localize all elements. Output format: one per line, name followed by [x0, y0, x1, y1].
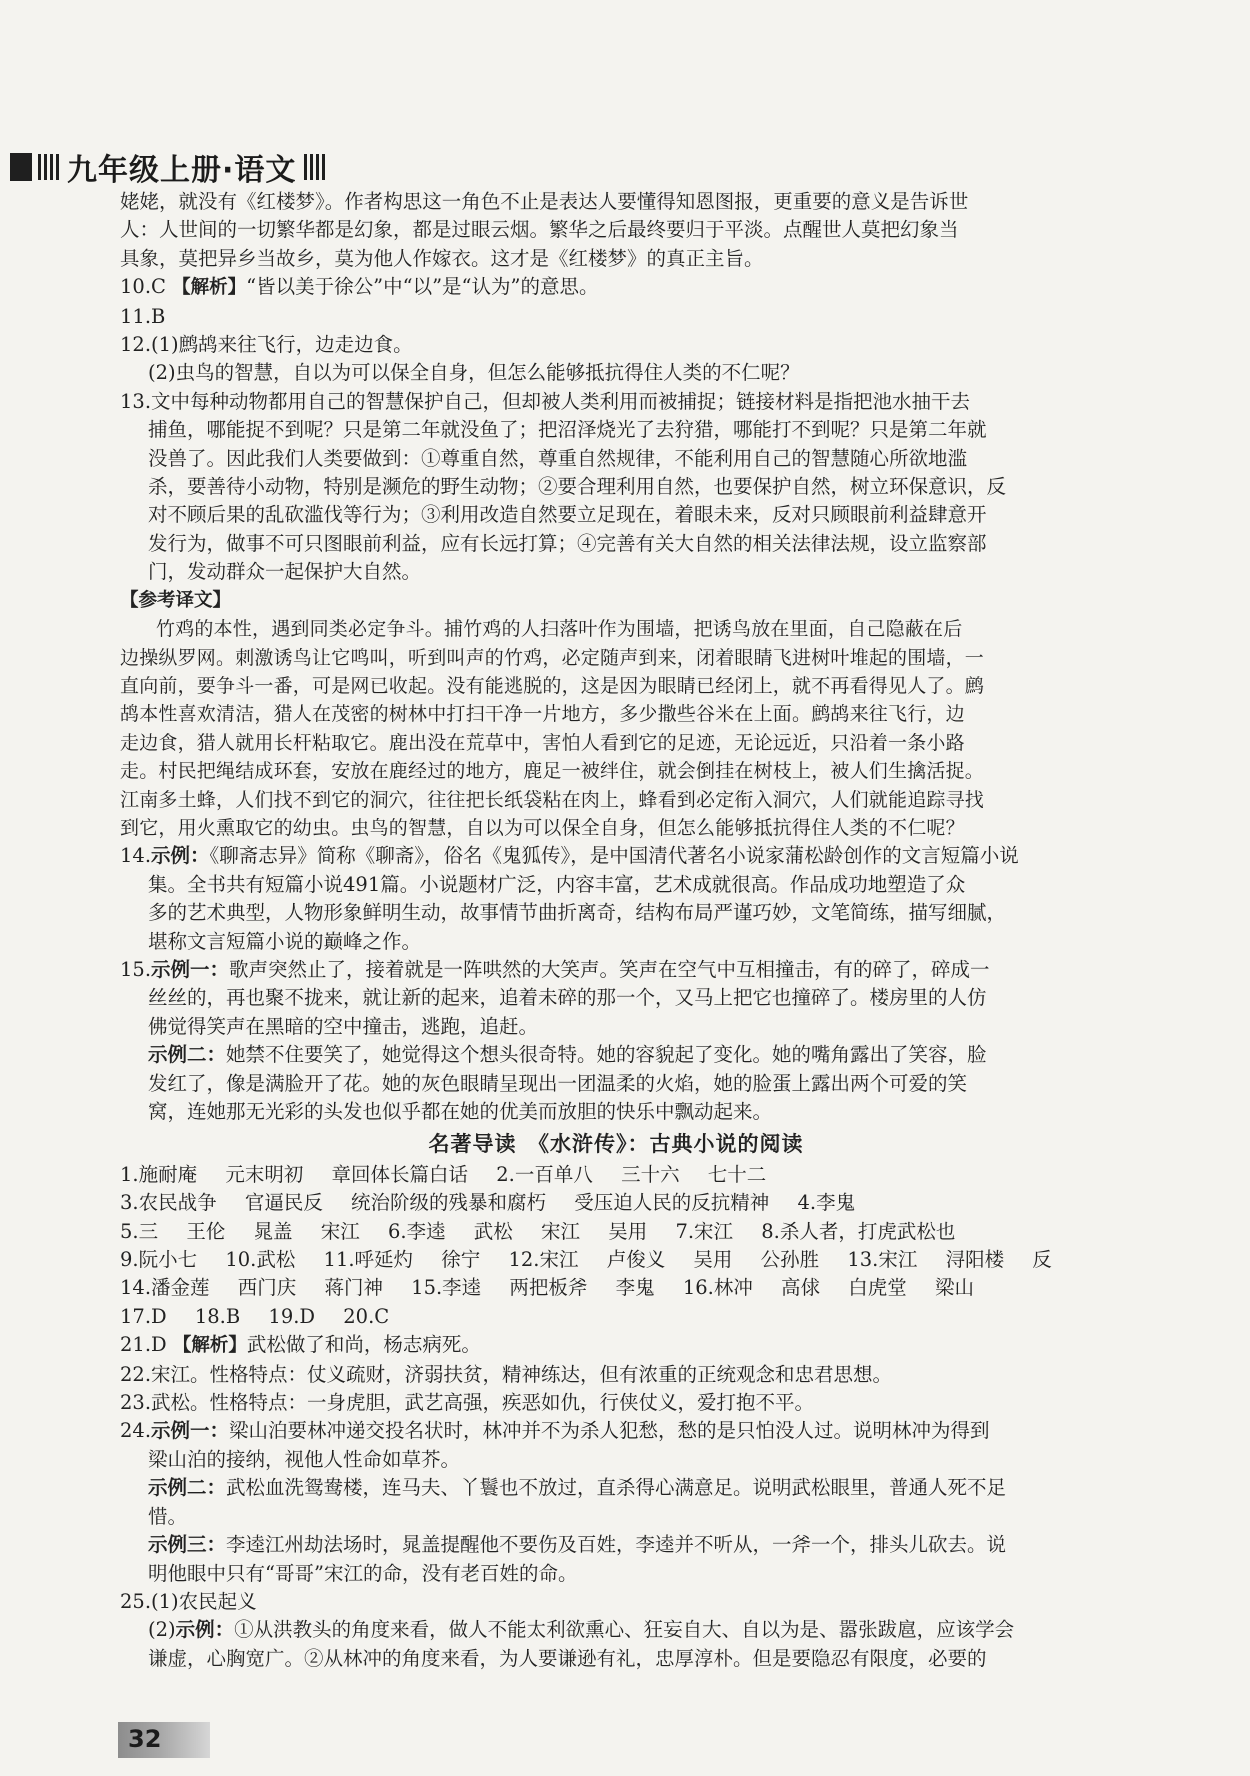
- example-label: 示例一：: [151, 1419, 230, 1443]
- answer-item: 2.一百单八: [496, 1162, 593, 1186]
- translation-line: 走。村民把绳结成环套，安放在鹿经过的地方，鹿足一被绊住，就会倒挂在树枝上，被人们生擒活捉。: [120, 760, 985, 783]
- answer-12-2: (2)虫鸟的智慧，自以为可以保全自身，但怎么能够抵抗得住人类的不仁呢？: [148, 361, 800, 385]
- answer-item: 9.阮小七: [120, 1248, 198, 1272]
- answer-item: 公孙胜: [760, 1248, 820, 1272]
- answer-item: 吴用: [608, 1219, 648, 1243]
- answer-25-line: 25.(1)农民起义: [120, 1589, 257, 1613]
- answer-item: 李鬼: [615, 1276, 655, 1300]
- answer-item: 三十六: [621, 1162, 680, 1186]
- answer-item: 卢俊义: [606, 1248, 666, 1272]
- answer-item: 宋江: [320, 1219, 360, 1243]
- answer-text: ①从洪教头的角度来看，做人不能太利欲熏心、狂妄自大、自以为是、嚣张跋扈，应该学会: [234, 1618, 1015, 1642]
- answer-13-line: 发行为，做事不可只图眼前利益，应有长远打算；④完善有关大自然的相关法律法规，设立监察部: [148, 531, 987, 555]
- text-line: 人：人世间的一切繁华都是幻象，都是过眼云烟。繁华之后最终要归于平淡。点醒世人莫把幻象当: [120, 218, 959, 242]
- answers-row: [120, 1246, 1112, 1274]
- answer-text: 武松做了和尚，杨志病死。: [246, 1333, 481, 1357]
- answer-13-line: 没兽了。因此我们人类要做到：①尊重自然，尊重自然规律，不能利用自己的智慧随心所欲地滥: [148, 446, 968, 470]
- answer-25-line: 谦虚，心胸宽广。②从林冲的角度来看，为人要谦逊有礼，忠厚淳朴。但是要隐忍有限度，必要的: [148, 1646, 987, 1670]
- answer-15-line: 丝丝的，再也聚不拢来，就让新的起来，追着未碎的那一个，又马上把它也撞碎了。楼房里的人仿: [148, 986, 987, 1010]
- example-label: 示例三：: [148, 1533, 227, 1557]
- translation-heading: 【参考译文】: [120, 589, 232, 611]
- answer-item: 七十二: [707, 1162, 767, 1186]
- answers-row: [120, 1189, 1112, 1217]
- answer-text: 李逵江州劫法场时，晁盖提醒他不要伤及百姓，李逵并不听从，一斧一个，排头儿砍去。说: [226, 1533, 1007, 1557]
- answer-24-line: 梁山泊的接纳，视他人性命如草芥。: [148, 1447, 461, 1471]
- answer-item: 11.呼延灼: [323, 1248, 414, 1272]
- translation-line: 竹鸡的本性，遇到同类必定争斗。捕竹鸡的人扫落叶作为围墙，把诱鸟放在里面，自己隐蔽在后: [156, 618, 963, 641]
- answer-number: 21.D: [120, 1333, 167, 1357]
- answer-item: 王伦: [186, 1219, 226, 1243]
- answers-row: [120, 1274, 1112, 1302]
- text-line: 具象，莫把异乡当故乡，莫为他人作嫁衣。这才是《红楼梦》的真正主旨。: [120, 246, 764, 270]
- answer-item: 高俅: [781, 1276, 821, 1300]
- answer-23: 23.武松。性格特点：一身虎胆，武艺高强，疾恶如仇，行侠仗义，爱打抱不平。: [120, 1391, 815, 1415]
- answer-item: 官逼民反: [244, 1191, 323, 1215]
- answer-15-line: [120, 1041, 1112, 1069]
- analysis-tag: 【解析】: [172, 1335, 247, 1357]
- answer-item: 6.李逵: [387, 1219, 446, 1243]
- answer-item: 5.三: [120, 1219, 159, 1243]
- translation-line: 走边食，猎人就用长杆粘取它。鹿出没在荒草中，害怕人看到它的足迹，无论远近，只沿着一条小路: [120, 731, 965, 754]
- translation-line: 鸪本性喜欢清洁，猎人在茂密的树林中打扫干净一片地方，多少撒些谷米在上面。鹧鸪来往飞行，边: [120, 703, 965, 726]
- answer-item: 吴用: [693, 1248, 733, 1272]
- answer-item: 武松: [473, 1219, 513, 1243]
- answer-text: 《聊斋志异》简称《聊斋》，俗名《鬼狐传》，是中国清代著名小说家蒲松龄创作的文言短篇小说: [209, 844, 1019, 868]
- example-label: 示例二：: [148, 1043, 227, 1067]
- answer-24-line: 惜。: [148, 1504, 188, 1528]
- page-content: [120, 188, 1112, 1673]
- answer-text: 她禁不住要笑了，她觉得这个想头很奇特。她的容貌起了变化。她的嘴角露出了笑容，脸: [226, 1043, 987, 1067]
- answer-item: 受压迫人民的反抗精神: [574, 1191, 770, 1215]
- page-number: 32: [128, 1725, 162, 1753]
- answer-15-line: 发红了，像是满脸开了花。她的灰色眼睛呈现出一团温柔的火焰，她的脸蛋上露出两个可爱的笑: [148, 1071, 968, 1095]
- answer-14-line: 多的艺术典型，人物形象鲜明生动，故事情节曲折离奇，结构布局严谨巧妙，文笔简练，描写细腻，: [148, 901, 1007, 925]
- answer-item: 17.D: [120, 1304, 167, 1328]
- answer-item: 徐宁: [441, 1248, 481, 1272]
- answer-item: 16.林冲: [682, 1276, 753, 1300]
- answer-prefix: (2): [148, 1618, 176, 1642]
- answer-item: 12.宋江: [508, 1248, 579, 1272]
- answer-item: 7.宋江: [675, 1219, 734, 1243]
- answer-item: 10.武松: [225, 1248, 296, 1272]
- page-number-badge: [118, 1722, 210, 1758]
- example-label: 示例一：: [151, 957, 230, 981]
- answers-row: [120, 1303, 1112, 1331]
- answer-number: 14.: [120, 844, 152, 868]
- answer-number: 10.C: [120, 275, 166, 299]
- answer-number: 15.: [120, 957, 152, 981]
- answer-15-line: [120, 956, 1112, 984]
- answer-text: 梁山泊要林冲递交投名状时，林冲并不为杀人犯愁，愁的是只怕没人过。说明林冲为得到: [229, 1419, 990, 1443]
- answers-row: [120, 1161, 1112, 1189]
- answer-14-line: 堪称文言短篇小说的巅峰之作。: [148, 929, 422, 953]
- header-block-decoration: [10, 153, 32, 181]
- answer-item: 统治阶级的残暴和腐朽: [351, 1191, 547, 1215]
- answer-24-line: [120, 1531, 1112, 1559]
- answer-12-1: 12.(1)鹧鸪来往飞行，边走边食。: [120, 333, 413, 357]
- translation-line: 边操纵罗网。刺激诱鸟让它鸣叫，听到叫声的竹鸡，必定随声到来，闭着眼睛飞进树叶堆起的围墙，一: [120, 646, 985, 669]
- answer-item: 晁盖: [253, 1219, 293, 1243]
- answer-item: 4.李鬼: [797, 1191, 856, 1215]
- translation-line: 到它，用火熏取它的幼虫。虫鸟的智慧，自以为可以保全自身，但怎么能够抵抗得住人类的不仁呢？: [120, 816, 965, 839]
- answer-item: 反: [1032, 1248, 1052, 1272]
- answer-item: 3.农民战争: [120, 1191, 217, 1215]
- answer-item: 两把板斧: [509, 1276, 588, 1300]
- answer-number: 24.: [120, 1419, 152, 1443]
- answer-item: 梁山: [934, 1276, 974, 1300]
- answer-24-line: [120, 1417, 1112, 1445]
- analysis-tag: 【解析】: [172, 277, 247, 299]
- answer-10: [120, 273, 1112, 302]
- answer-25-line: [120, 1616, 1112, 1644]
- text-line: 姥姥，就没有《红楼梦》。作者构思这一角色不止是表达人要懂得知恩图报，更重要的意义是告诉世: [120, 190, 969, 213]
- answer-item: 浔阳楼: [945, 1248, 1005, 1272]
- example-label: 示例二：: [148, 1476, 227, 1500]
- answer-item: 蒋门神: [324, 1276, 383, 1300]
- translation-line: 直向前，要争斗一番，可是网已收起。没有能逃脱的，这是因为眼睛已经闭上，就不再看得见人了。鹧: [120, 674, 985, 697]
- answer-item: 元末明初: [225, 1162, 304, 1186]
- answer-13-line: 对不顾后果的乱砍滥伐等行为；③利用改造自然要立足现在，着眼未来，反对只顾眼前利益肆意开: [148, 503, 987, 527]
- answer-text: 武松血洗鸳鸯楼，连马夫、丫鬟也不放过，直杀得心满意足。说明武松眼里，普通人死不足: [226, 1476, 1007, 1500]
- answer-item: 14.潘金莲: [120, 1276, 210, 1300]
- section-title: 名著导读 《水浒传》：古典小说的阅读: [428, 1132, 804, 1157]
- answer-item: 8.杀人者，打虎武松也: [761, 1219, 956, 1243]
- header-bars-right: [304, 154, 325, 180]
- example-label: 示例：: [175, 1618, 235, 1642]
- answer-text: 歌声突然止了，接着就是一阵哄然的大笑声。笑声在空气中互相撞击，有的碎了，碎成一: [229, 957, 990, 981]
- answer-13-line: 捕鱼，哪能捉不到呢？只是第二年就没鱼了；把沼泽烧光了去狩猎，哪能打不到呢？只是第二年就: [148, 418, 987, 442]
- answer-24-line: 明他眼中只有“哥哥”宋江的命，没有老百姓的命。: [148, 1561, 578, 1585]
- example-label: 示例：: [151, 844, 210, 868]
- answer-22: 22.宋江。性格特点：仗义疏财，济弱扶贫，精神练达，但有浓重的正统观念和忠君思想。: [120, 1362, 893, 1386]
- answer-13-line: 13.文中每种动物都用自己的智慧保护自己，但却被人类利用而被捕捉；链接材料是指把池水抽干去: [120, 389, 971, 413]
- answer-item: 白虎堂: [848, 1276, 907, 1300]
- answer-14-line: [120, 842, 1112, 870]
- answer-item: 18.B: [194, 1304, 241, 1328]
- answer-item: 宋江: [541, 1219, 581, 1243]
- answer-item: 15.李逵: [411, 1276, 482, 1300]
- translation-line: 江南多土蜂，人们找不到它的洞穴，往往把长纸袋粘在肉上，蜂看到必定衔入洞穴，人们就能追踪寻找: [120, 788, 985, 811]
- header-bars-left: [38, 154, 59, 180]
- answer-item: 章回体长篇白话: [331, 1162, 469, 1186]
- answer-21: [120, 1331, 1112, 1360]
- header-title: 九年级上册·语文: [67, 153, 297, 188]
- answer-item: 西门庆: [237, 1276, 297, 1300]
- answer-item: 20.C: [343, 1304, 390, 1328]
- answers-row: [120, 1218, 1112, 1246]
- answer-13-line: 杀，要善待小动物，特别是濒危的野生动物；②要合理利用自然，也要保护自然，树立环保意识，反: [148, 475, 1007, 499]
- answer-item: 13.宋江: [847, 1248, 918, 1272]
- answer-text: “皆以美于徐公”中“以”是“认为”的意思。: [246, 275, 599, 299]
- answer-13-line: 门，发动群众一起保护大自然。: [148, 560, 422, 584]
- answer-15-line: 佛觉得笑声在黑暗的空中撞击，逃跑，追赶。: [148, 1014, 539, 1038]
- answer-15-line: 窝，连她那无光彩的头发也似乎都在她的优美而放胆的快乐中飘动起来。: [148, 1100, 773, 1123]
- answer-11: 11.B: [120, 304, 166, 328]
- answer-item: 19.D: [268, 1304, 316, 1328]
- answer-item: 1.施耐庵: [120, 1162, 198, 1186]
- page-header: [10, 148, 333, 186]
- answer-14-line: 集。全书共有短篇小说491篇。小说题材广泛，内容丰富，艺术成就很高。作品成功地塑造了众: [148, 872, 966, 896]
- answer-24-line: [120, 1474, 1112, 1502]
